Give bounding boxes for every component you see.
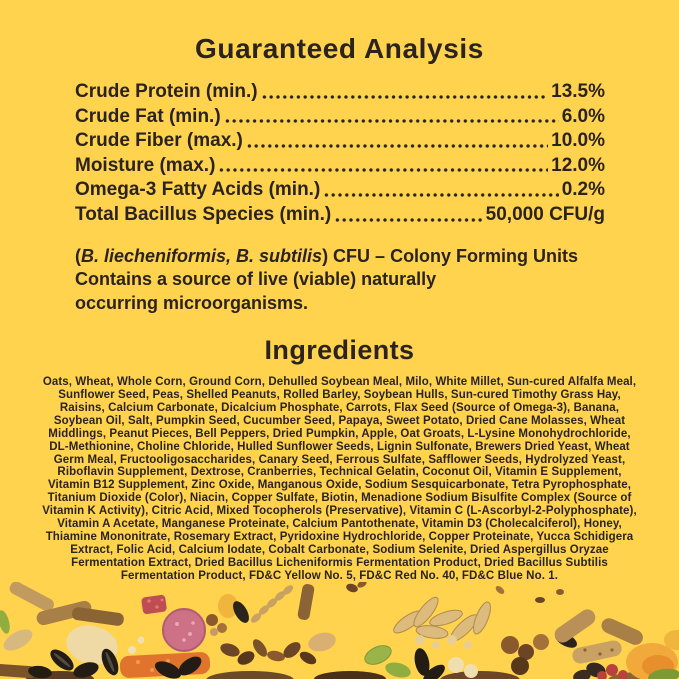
dot-leader [261, 94, 549, 100]
footnote-line3: occurring microorganisms. [75, 292, 309, 313]
dot-leader [224, 118, 559, 124]
analysis-label: Total Bacillus Species (min.) [75, 203, 332, 225]
analysis-row-crude-fiber [75, 129, 605, 154]
analysis-label: Omega-3 Fatty Acids (min.) [75, 179, 321, 201]
analysis-label: Crude Fiber (max.) [75, 130, 243, 152]
analysis-row-bacillus [75, 203, 605, 228]
ingredients-title: Ingredients [264, 335, 415, 366]
cfu-footnote [75, 245, 624, 316]
analysis-label: Crude Fat (min.) [75, 105, 221, 127]
dot-leader [246, 143, 548, 149]
dot-leader [323, 192, 558, 198]
analysis-value: 6.0% [561, 105, 605, 127]
analysis-value: 10.0% [551, 130, 605, 152]
footnote-line2: Contains a source of live (viable) naturally [75, 269, 437, 290]
analysis-row-moisture [75, 154, 605, 179]
guaranteed-analysis-table [75, 80, 605, 228]
analysis-value: 12.0% [551, 154, 605, 176]
analysis-value: 0.2% [561, 179, 605, 201]
analysis-row-crude-protein [75, 80, 605, 105]
species-names: B. liecheniformis, B. subtilis [81, 245, 323, 266]
ingredients-list: Oats, Wheat, Whole Corn, Ground Corn, Dehulled Soybean Meal, Milo, White Millet, Sun-cured Alfalfa Meal, Sunflower Seed, Peas, Shelled Peanuts, Rolled Barley, Soybean Hulls, Sun-cured Timothy Grass Hay, Raisins, Calcium Carbonate, Dicalcium Phosphate, Carrots, Flax Seed (Source of Omega-3), Banana, Soybean Oil, Salt, Pumpkin Seed, Cucumber Seed, Papaya, Sweet Potato, Dried Cane Molasses, Wheat Middlings, Peanut Pieces, Bell Peppers, Dried Pumpkin, Apple, Oat Groats, L-Lysine Monohydrochloride, DL-Methionine, Choline Chloride, Hulled Sunflower Seeds, Lignin Sulfonate, Brewers Dried Yeast, Wheat Germ Meal, Fructooligosaccharides, Canary Seed, Ferrous Sulfate, Safflower Seeds, Hydrolyzed Yeast, Riboflavin Supplement, Dextrose, Cranberries, Technical Gelatin, Coconut Oil, Vitamin E Supplement, Vitamin B12 Supplement, Zinc Oxide, Manganous Oxide, Sodium Sesquicarbonate, Tetra Pyrophosphate, Titanium Dioxide (Color), Niacin, Copper Sulfate, Biotin, Menadione Sodium Bisulfite Complex (Source of Vitamin K Activity), Citric Acid, Mixed Tocopherols (Preservative), Vitamin C (L-Ascorbyl-2-Polyphosphate), Vitamin A Acetate, Manganese Proteinate, Calcium Pantothenate, Vitamin D3 (Cholecalciferol), Honey, Thiamine Mononitrate, Rosemary Extract, Pyridoxine Hydrochloride, Copper Proteinate, Yucca Schidigera Extract, Folic Acid, Calcium Iodate, Cobalt Carbonate, Sodium Selenite, Dried Aspergillus Oryzae Fermentation Extract, Dried Bacillus Licheniformis Fermentation Product, Dried Bacillus Subtilis Fermentation Product, FD&C Yellow No. 5, FD&C Red No. 40, FD&C Blue No. 1. [42, 376, 637, 582]
analysis-row-crude-fat [75, 105, 605, 130]
analysis-label: Crude Protein (min.) [75, 81, 258, 102]
dot-leader [334, 217, 482, 223]
dot-leader [218, 167, 548, 173]
guaranteed-analysis-title: Guaranteed Analysis [195, 33, 484, 64]
seed-mix-photo [0, 582, 679, 679]
analysis-value: 50,000 CFU/g [485, 203, 605, 225]
analysis-label: Moisture (max.) [75, 154, 216, 176]
analysis-row-omega3 [75, 178, 605, 203]
footnote-cfu-text: ) CFU – Colony Forming Units [322, 245, 579, 266]
footnote-paren: ( [75, 245, 81, 266]
analysis-value: 13.5% [551, 81, 605, 102]
